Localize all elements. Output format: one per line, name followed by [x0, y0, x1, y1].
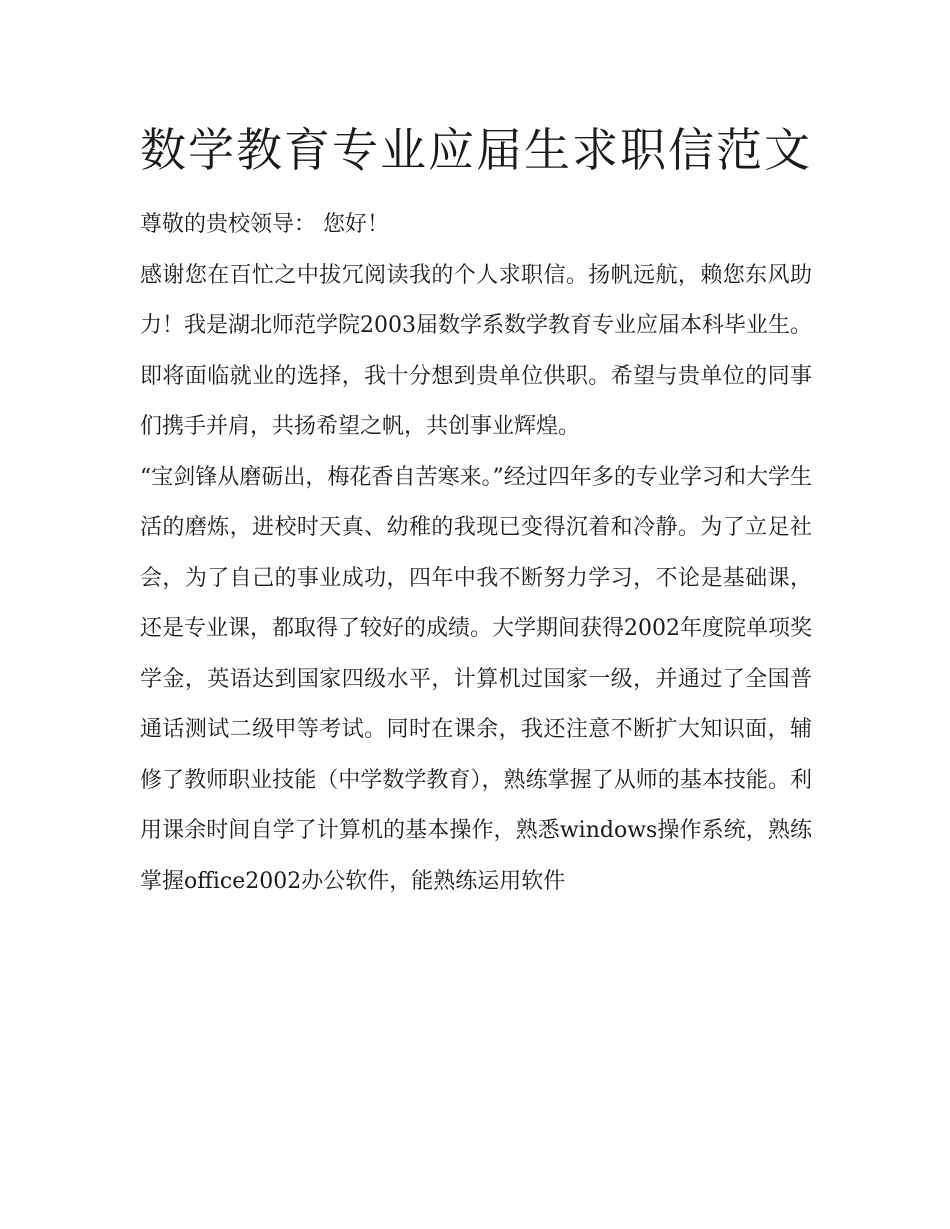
document-title: 数学教育专业应届生求职信范文 [140, 123, 812, 177]
document-body [140, 112, 812, 907]
intro-paragraph: 感谢您在百忙之中拔冗阅读我的个人求职信。扬帆远航，赖您东风助力！我是湖北师范学院2003届数学系数学教育专业应届本科毕业生。即将面临就业的选择，我十分想到贵单位供职。希望与贵单位的同事们携手并肩，共扬希望之帆，共创事业辉煌。 [140, 262, 812, 439]
salutation-paragraph: 尊敬的贵校领导： 您好！ [140, 212, 389, 237]
experience-paragraph: “宝剑锋从磨砺出，梅花香自苦寒来。”经过四年多的专业学习和大学生活的磨炼，进校时天真、幼稚的我现已变得沉着和冷静。为了立足社会，为了自己的事业成功，四年中我不断努力学习，不论是基础课，还是专业课，都取得了较好的成绩。大学期间获得2002年度院单项奖学金，英语达到国家四级水平，计算机过国家一级，并通过了全国普通话测试二级甲等考试。同时在课余，我还注意不断扩大知识面，辅修了教师职业技能（中学数学教育），熟练掌握了从师的基本技能。利用课余时间自学了计算机的基本操作，熟悉windows操作系统，熟练掌握office2002办公软件，能熟练运用软件 [140, 464, 812, 894]
